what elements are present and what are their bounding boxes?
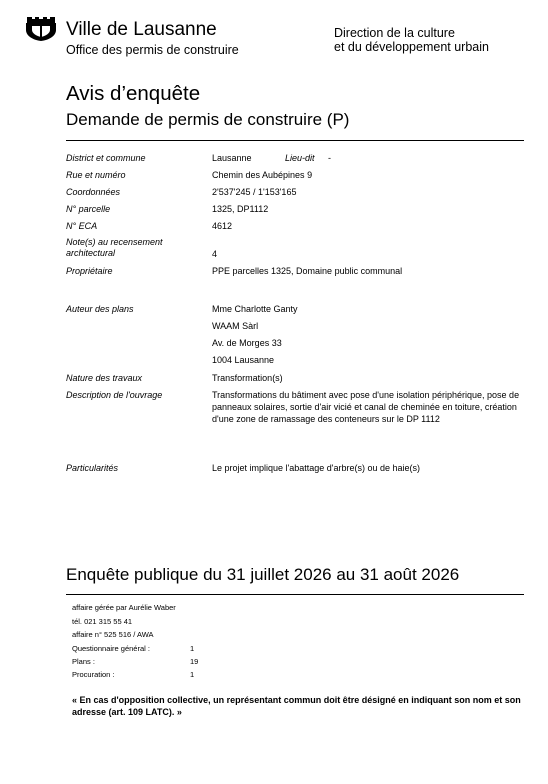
department-line-2: et du développement urbain xyxy=(334,40,489,54)
description-value: Transformations du bâtiment avec pose d'une isolation périphérique, pose de panneaux solaires, sortie d'air vicié et canal de cheminée en toiture, création d'une zone de ramassage des conteneurs sur le DP 1112 xyxy=(212,390,520,424)
case-number: affaire n° 525 516 / AWA xyxy=(72,630,154,639)
author-line-3: Av. de Morges 33 xyxy=(212,338,282,348)
plans-value: 19 xyxy=(190,657,199,666)
owner-value: PPE parcelles 1325, Domaine public communal xyxy=(212,266,403,276)
questionnaire-value: 1 xyxy=(190,644,195,653)
divider-top xyxy=(66,140,524,141)
district-label: District et commune xyxy=(66,153,146,163)
eca-label: N° ECA xyxy=(66,221,98,231)
opposition-quote: « En cas d'opposition collective, un représentant commun doit être désigné en indiquant son nom et son adresse (art. 109 LATC). » xyxy=(72,695,521,717)
nature-label: Nature des travaux xyxy=(66,373,143,383)
managed-by: affaire gérée par Aurélie Waber xyxy=(72,603,176,612)
plans-label: Plans : xyxy=(72,657,95,666)
divider-bottom xyxy=(66,594,524,595)
lieu-dit-label: Lieu-dit xyxy=(285,153,315,163)
enquete-title: Enquête publique du 31 juillet 2026 au 31 août 2026 xyxy=(66,565,460,584)
street-value: Chemin des Aubépines 9 xyxy=(212,170,313,180)
author-line-2: WAAM Sàrl xyxy=(212,321,259,331)
org-subtitle: Office des permis de construire xyxy=(66,43,239,57)
department-line-1: Direction de la culture xyxy=(334,26,455,40)
particularites-label: Particularités xyxy=(66,463,119,473)
coords-value: 2'537'245 / 1'153'165 xyxy=(212,187,297,197)
street-label: Rue et numéro xyxy=(66,170,126,180)
author-line-1: Mme Charlotte Ganty xyxy=(212,304,298,314)
author-line-4: 1004 Lausanne xyxy=(212,355,275,365)
phone: tél. 021 315 55 41 xyxy=(72,617,133,626)
notice-subtitle: Demande de permis de construire (P) xyxy=(66,110,350,129)
lausanne-coat-of-arms-icon xyxy=(23,14,59,42)
parcel-label: N° parcelle xyxy=(66,204,111,214)
particularites-value: Le projet implique l'abattage d'arbre(s) ou de haie(s) xyxy=(212,463,421,473)
procuration-label: Procuration : xyxy=(72,670,115,679)
coords-label: Coordonnées xyxy=(66,187,121,197)
owner-label: Propriétaire xyxy=(66,266,113,276)
census-value: 4 xyxy=(212,249,218,259)
org-title: Ville de Lausanne xyxy=(66,19,217,40)
procuration-value: 1 xyxy=(190,670,195,679)
author-label: Auteur des plans xyxy=(66,304,134,314)
department xyxy=(334,26,489,54)
lieu-dit-value: - xyxy=(328,153,331,163)
eca-value: 4612 xyxy=(212,221,233,231)
district-value: Lausanne xyxy=(212,153,252,163)
notice-title: Avis d’enquête xyxy=(66,82,201,105)
questionnaire-label: Questionnaire général : xyxy=(72,644,150,653)
description-label: Description de l'ouvrage xyxy=(66,390,163,400)
census-label: Note(s) au recensement architectural xyxy=(66,237,163,258)
nature-value: Transformation(s) xyxy=(212,373,283,383)
parcel-value: 1325, DP1112 xyxy=(212,204,269,214)
